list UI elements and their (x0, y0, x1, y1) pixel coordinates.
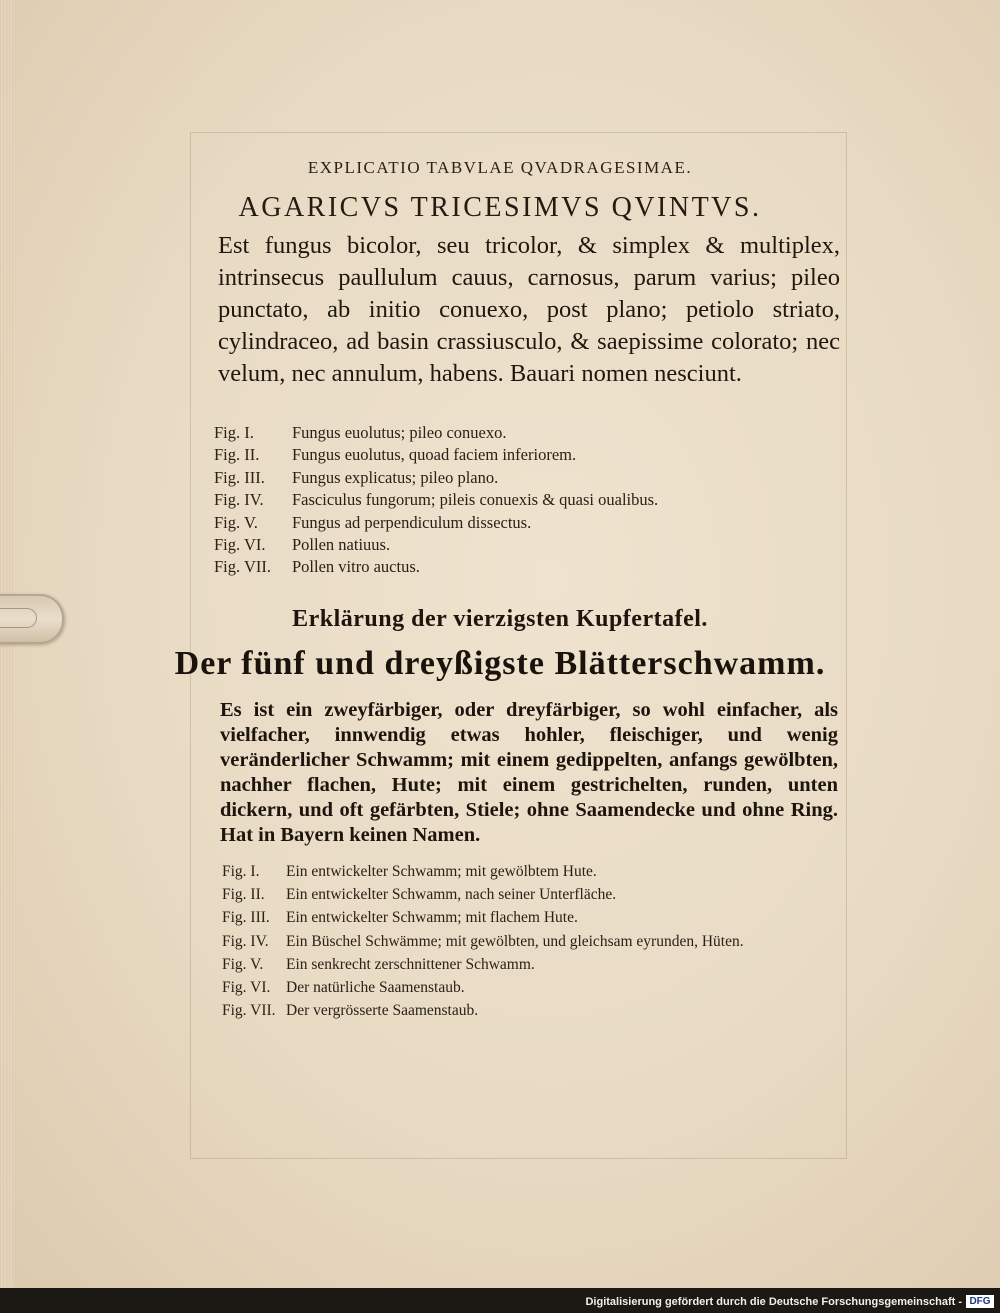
figure-text: Pollen natiuus. (292, 535, 391, 555)
latin-paragraph: Est fungus bicolor, seu tricolor, & simplex & multiplex, intrinsecus paullulum cauus, carnosus, parum varius; pileo punctato, ab initio conuexo, post plano; petiolo striato, cylindraceo, ad basin crassiusculo, & saepissime colorato; nec velum, nec annulum, habens. Bauari nomen nesciunt. (218, 232, 840, 387)
german-species-title: Der fünf und dreyßigste Blätterschwamm. (174, 645, 826, 682)
digitization-credit: Digitalisierung gefördert durch die Deutsche Forschungsgemeinschaft - (585, 1296, 962, 1308)
figure-label: Fig. III. (214, 467, 265, 487)
figure-label: Fig. II. (222, 886, 265, 904)
figure-text: Fungus explicatus; pileo plano. (292, 467, 499, 487)
german-description: Es ist ein zweyfärbiger, oder dreyfärbiger, so wohl einfacher, als vielfacher, innwendig etwas hohler, fleischiger, und wenig veränderlicher Schwamm; mit einem gedippelten, anfangs gewölbten, nachher flachen, Hute; mit einem gestrichelten, runden, unten dickern, und oft gefärbten, Stiele; ohne Saamendecke und ohne Ring. Hat in Bayern keinen Namen. (220, 699, 838, 846)
latin-figure-item (214, 489, 814, 511)
latin-figure-item (214, 534, 814, 556)
latin-description (218, 230, 840, 390)
figure-text: Fungus euolutus; pileo conuexo. (292, 423, 507, 442)
figure-text: Ein entwickelter Schwamm, nach seiner Unterfläche. (286, 886, 617, 904)
figure-label: Fig. I. (214, 423, 254, 442)
latin-figure-item (214, 556, 814, 578)
latin-species-title: AGARICVS TRICESIMVS QVINTVS. (238, 192, 762, 223)
figure-text: Ein senkrecht zerschnittener Schwamm. (286, 955, 535, 973)
latin-figure-list (214, 422, 814, 579)
figure-text: Fasciculus fungorum; pileis conuexis & quasi oualibus. (292, 490, 659, 510)
latin-plate-title: EXPLICATIO TABVLAE QVADRAGESIMAE. (307, 158, 693, 177)
figure-text: Ein entwickelter Schwamm; mit flachem Hute. (286, 909, 578, 927)
german-plate-title: Erklärung der vierzigsten Kupfertafel. (292, 606, 708, 632)
figure-label: Fig. II. (214, 445, 260, 465)
german-figure-item (222, 999, 862, 1022)
figure-text: Der vergrösserte Saamenstaub. (286, 1002, 479, 1020)
figure-text: Der natürliche Saamenstaub. (286, 979, 465, 997)
figure-text: Ein Büschel Schwämme; mit gewölbten, und gleichsam eyrunden, Hüten. (286, 932, 744, 950)
figure-label: Fig. V. (222, 955, 264, 973)
latin-figure-item (214, 422, 814, 444)
latin-figure-item (214, 444, 814, 466)
figure-label: Fig. III. (222, 909, 270, 927)
figure-text: Fungus ad perpendiculum dissectus. (292, 512, 532, 532)
figure-text: Ein entwickelter Schwamm; mit gewölbtem Hute. (286, 863, 597, 880)
figure-label: Fig. VII. (222, 1002, 276, 1020)
dfg-logo: DFG (966, 1295, 994, 1308)
figure-label: Fig. I. (222, 863, 260, 880)
figure-label: Fig. VI. (214, 535, 266, 555)
latin-figure-item (214, 512, 814, 534)
latin-figure-item (214, 467, 814, 489)
figure-label: Fig. VI. (222, 979, 271, 997)
german-figure-list (222, 860, 862, 1022)
german-figure-item (222, 976, 862, 999)
figure-text: Fungus euolutus, quoad faciem inferiorem. (292, 445, 577, 465)
figure-text: Pollen vitro auctus. (292, 557, 420, 577)
german-figure-item (222, 883, 862, 906)
german-figure-item (222, 930, 862, 953)
german-figure-item (222, 860, 862, 883)
figure-label: Fig. IV. (214, 490, 264, 510)
figure-label: Fig. V. (214, 512, 258, 532)
german-figure-item (222, 953, 862, 976)
figure-label: Fig. VII. (214, 557, 271, 577)
german-figure-item (222, 906, 862, 929)
figure-label: Fig. IV. (222, 932, 269, 950)
